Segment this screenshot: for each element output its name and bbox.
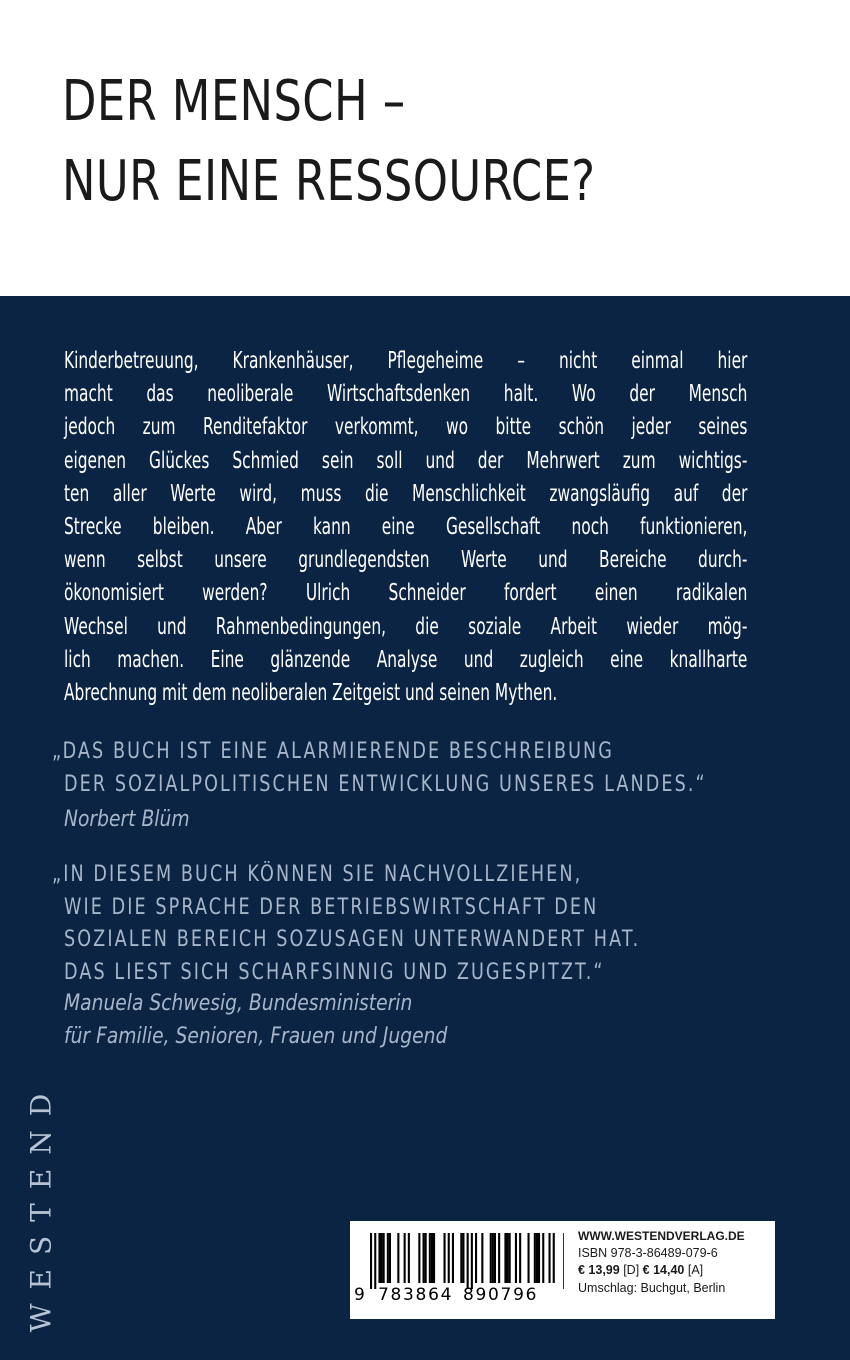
barcode-bar: [471, 1233, 473, 1289]
barcode-bar: [452, 1233, 454, 1283]
blurb-line: Strecke bleiben. Aber kann eine Gesellschaft noch funktionieren,: [64, 514, 748, 541]
isbn: ISBN 978-3-86489-079-6: [578, 1246, 718, 1261]
barcode-bar: [389, 1233, 391, 1283]
barcode-bar: [492, 1233, 494, 1283]
headline-line-1: DER MENSCH –: [62, 69, 406, 134]
barcode-bar: [429, 1233, 431, 1283]
barcode-icon: [356, 1233, 564, 1291]
quote-line: „DAS BUCH IST EINE ALARMIERENDE BESCHREIBUNG: [52, 739, 615, 764]
price-at-tag: [A]: [687, 1263, 704, 1278]
price-de-tag: [D]: [623, 1263, 640, 1278]
headline: [62, 62, 595, 222]
barcode-bar: [507, 1233, 509, 1283]
author-line: Norbert Blüm: [64, 807, 190, 832]
barcode-bar: [448, 1233, 450, 1283]
blurb-line: Kinderbetreuung, Krankenhäuser, Pflegeheime – nicht einmal hier: [64, 348, 748, 374]
blurb-line: macht das neoliberale Wirtschaftsdenken halt. Wo der Mensch: [64, 381, 748, 408]
blurb-line: ten aller Werte wird, muss die Menschlichkeit zwangsläufig auf der: [64, 480, 748, 507]
barcode-bar: [460, 1233, 462, 1283]
barcode-bar: [519, 1233, 521, 1283]
quote-line: WIE DIE SPRACHE DER BETRIEBSWIRTSCHAFT DEN: [64, 894, 599, 920]
quote-schwesig-author: [64, 988, 447, 1053]
quote-blum: [52, 736, 707, 801]
barcode-bar: [387, 1233, 389, 1283]
publisher-logo: WESTEND: [24, 1079, 58, 1333]
quote-schwesig: [52, 859, 640, 989]
price-de: € 13,99: [578, 1263, 620, 1278]
quote-blum-author: [64, 804, 190, 837]
barcode-bar: [404, 1233, 406, 1283]
barcode-bar: [378, 1233, 380, 1283]
publisher-url: WWW.WESTENDVERLAG.DE: [578, 1229, 745, 1243]
barcode-bar: [462, 1233, 464, 1283]
barcode-bar: [542, 1233, 544, 1283]
blurb-line: lich machen. Eine glänzende Analyse und zugleich eine knallharte: [64, 646, 748, 673]
quote-line: DER SOZIALPOLITISCHEN ENTWICKLUNG UNSERES LANDES.“: [64, 771, 707, 797]
blurb-line: Abrechnung mit dem neoliberalen Zeitgeist und seinen Mythen.: [64, 680, 558, 707]
barcode-label: [350, 1221, 775, 1319]
quote-line: „IN DIESEM BUCH KÖNNEN SIE NACHVOLLZIEHEN,: [52, 862, 583, 887]
barcode-bar: [423, 1233, 425, 1283]
barcode-bar: [425, 1233, 427, 1283]
blurb-line: wenn selbst unsere grundlegendsten Werte und Bereiche durch-: [64, 547, 748, 574]
barcode-bar: [553, 1233, 555, 1283]
author-line: Manuela Schwesig, Bundesministerin: [64, 991, 413, 1016]
barcode-bar: [504, 1233, 506, 1283]
barcode-bar: [498, 1233, 500, 1283]
barcode-bar: [370, 1233, 372, 1289]
barcode-bar: [444, 1233, 446, 1283]
quote-line: DAS LIEST SICH SCHARFSINNIG UND ZUGESPITZT.“: [64, 959, 605, 985]
barcode-lead-digit: 9: [354, 1285, 365, 1305]
headline-line-2: NUR EINE RESSOURCE?: [62, 149, 596, 214]
quote-line: SOZIALEN BEREICH SOZUSAGEN UNTERWANDERT HAT.: [64, 927, 641, 952]
blurb-line: Wechsel und Rahmenbedingungen, die soziale Arbeit wieder mög-: [64, 613, 748, 640]
barcode-bar: [374, 1233, 376, 1289]
barcode-bar: [433, 1233, 435, 1283]
barcode-bar: [528, 1233, 530, 1283]
barcode-bar: [549, 1233, 551, 1283]
cover-credit: Umschlag: Buchgut, Berlin: [578, 1280, 726, 1295]
barcode-digits-left: 783864: [378, 1285, 454, 1305]
barcode-bar: [481, 1233, 483, 1283]
barcode-bar: [467, 1233, 469, 1289]
barcode-digits-right: 890796: [463, 1285, 539, 1305]
blurb-text: [64, 345, 747, 710]
barcode-bar: [397, 1233, 399, 1283]
barcode-bar: [431, 1233, 433, 1283]
barcode-bar: [536, 1233, 538, 1283]
title-panel: [0, 0, 850, 296]
blurb-line: eigenen Glückes Schmied sein soll und der Mehrwert zum wichtigs-: [64, 447, 748, 474]
barcode-bar: [490, 1233, 492, 1283]
author-line: für Familie, Senioren, Frauen und Jugend: [64, 1023, 448, 1049]
barcode-bar: [515, 1233, 517, 1283]
barcode-bar: [509, 1233, 511, 1283]
blurb-line: ökonomisiert werden? Ulrich Schneider fordert einen radikalen: [64, 580, 748, 607]
barcode-bar: [381, 1233, 383, 1283]
barcode-bar: [408, 1233, 410, 1283]
barcode-bar: [563, 1233, 564, 1289]
book-info: [578, 1228, 745, 1297]
barcode-bar: [475, 1233, 477, 1283]
barcode-bar: [494, 1233, 496, 1283]
barcode-bar: [534, 1233, 536, 1283]
barcode-bar: [538, 1233, 540, 1283]
price-line: [578, 1262, 745, 1279]
barcode-bar: [383, 1233, 385, 1283]
price-at: € 14,40: [642, 1263, 685, 1278]
barcode-bar: [418, 1233, 420, 1283]
blurb-line: jedoch zum Renditefaktor verkommt, wo bitte schön jeder seines: [64, 414, 748, 441]
